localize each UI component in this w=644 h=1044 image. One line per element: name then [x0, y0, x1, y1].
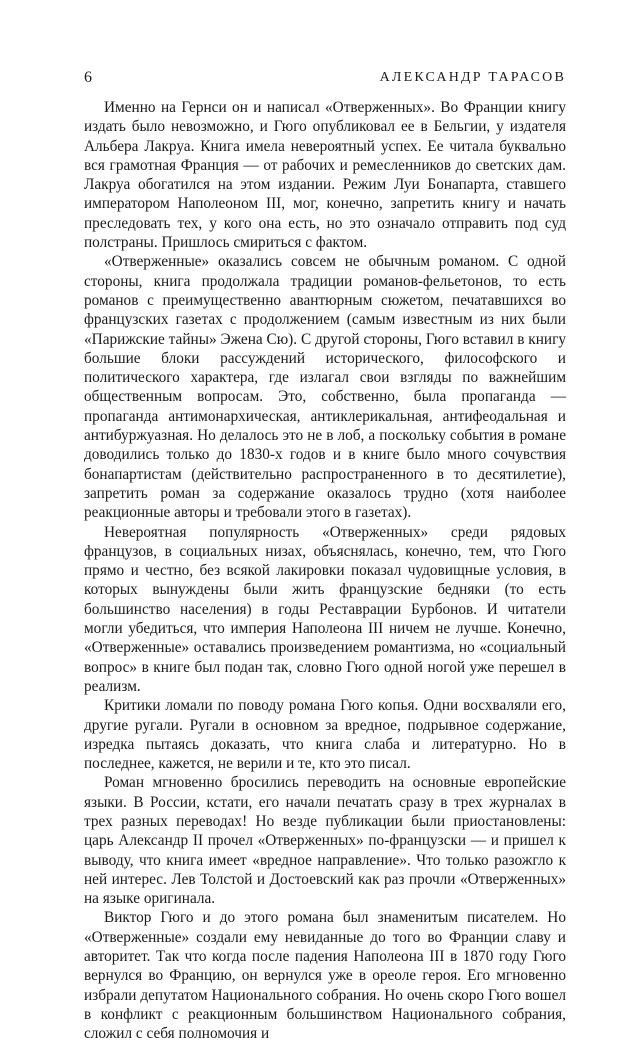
paragraph: «Отверженные» оказались совсем не обычным романом. С одной стороны, книга продолжала традиции романов-фельетонов, то есть романов с преимущественно авантюрным сюжетом, печатавшихся во французских газетах с продолжением (самым известным из них были «Парижские тайны» Эжена Сю). С другой стороны, Гюго вставил в книгу большие блоки рассуждений исторического, философского и политического характера, где излагал свои взгляды по важнейшим общественным вопросам. Это, собственно, была пропаганда — пропаганда антимонархическая, антиклерикальная, антифеодальная и антибуржуазная. Но делалось это не в лоб, а поскольку события в романе доводились только до 1830-х годов и в книге было много сочувствия бонапартистам (действительно распространенного в то десятилетие), запретить роман за содержание оказалось трудно (хотя наиболее реакционные авторы и требовали этого в газетах). — [84, 253, 566, 522]
paragraph: Именно на Гернси он и написал «Отверженных». Во Франции книгу издать было невозможно, и Гюго опубликовал ее в Бельгии, у издателя Альбера Лакруа. Книга имела невероятный успех. Ее читала буквально вся грамотная Франция — от рабочих и ремесленников до светских дам. Лакруа обогатился на этом издании. Режим Луи Бонапарта, ставшего императором Наполеоном III, мог, конечно, запретить книгу и начать преследовать тех, у кого она есть, но это означало отправить под суд полстраны. Пришлось смириться с фактом. — [84, 99, 566, 252]
paragraph: Критики ломали по поводу романа Гюго копья. Одни восхваляли его, другие ругали. Ругали в основном за вредное, подрывное содержание, изредка пытаясь доказать, что книга слаба и литературно. Но в последнее, кажется, не верили и те, кто это писал. — [84, 697, 566, 773]
paragraph: Невероятная популярность «Отверженных» среди рядовых французов, в социальных низах, объяснялась, конечно, тем, что Гюго прямо и честно, без всякой лакировки показал чудовищные условия, в которых вынуждены были жить французские бедняки (то есть большинство населения) в годы Реставрации Бурбонов. И читатели могли убедиться, что империя Наполеона III ничем не лучше. Конечно, «Отверженные» оставались произведением романтизма, но «социальный вопрос» в книге был подан так, словно Гюго одной ногой уже перешел в реализм. — [84, 523, 566, 695]
paragraph: Виктор Гюго и до этого романа был знаменитым писателем. Но «Отверженные» создали ему невиданные до того во Франции славу и авторитет. Так что когда после падения Наполеона III в 1870 году Гюго вернулся во Францию, он вернулся уже в ореоле героя. Его мгновенно избрали депутатом Национального собрания. Но очень скоро Гюго вошел в конфликт с реакционным большинством Национального собрания, сложил с себя полномочия и — [84, 909, 566, 1043]
body-text — [84, 98, 566, 1044]
paragraph: Роман мгновенно бросились переводить на основные европейские языки. В России, кстати, его начали печатать сразу в трех журналах в трех разных переводах! Но везде публикации были приостановлены: царь Александр II прочел «Отверженных» по-французски — и пришел к выводу, что книга имеет «вредное направление». Что только разожгло к ней интерес. Лев Толстой и Достоевский как раз прочли «Отверженных» на языке оригинала. — [84, 774, 566, 908]
running-title-author: АЛЕКСАНДР ТАРАСОВ — [379, 70, 566, 85]
page-number: 6 — [84, 69, 92, 86]
running-head — [84, 68, 566, 88]
